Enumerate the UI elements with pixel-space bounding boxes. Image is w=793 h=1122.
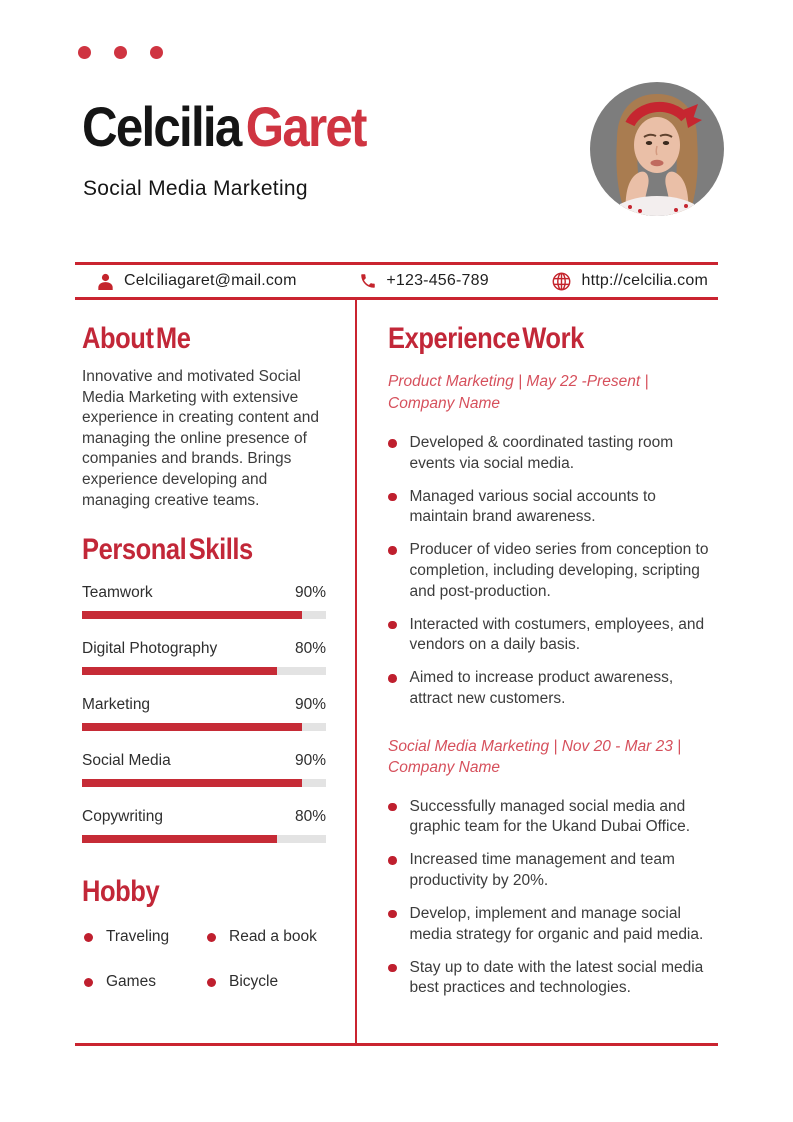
bullet-dot-icon: [388, 493, 397, 502]
hobby-label: Read a book: [229, 928, 317, 946]
bullet-dot-icon: [388, 621, 397, 630]
skill-bar-fill: [82, 723, 302, 731]
bullet-text: Stay up to date with the latest social media best practices and technologies.: [409, 958, 704, 997]
skill-item: [82, 752, 326, 787]
skill-bar-fill: [82, 611, 302, 619]
bullet-dot-icon: [388, 439, 397, 448]
hobby-item: [84, 973, 207, 991]
skill-item: [82, 696, 326, 731]
profile-photo: [590, 82, 724, 216]
last-name: Garet: [245, 95, 366, 158]
skill-percent: 80%: [294, 808, 326, 826]
skill-item: [82, 640, 326, 675]
contact-website: [551, 271, 708, 292]
bullet-text: Developed & coordinated tasting room events via social media.: [409, 434, 674, 472]
skill-bar-track: [82, 835, 326, 843]
skill-bar-track: [82, 667, 326, 675]
hobby-list: [84, 928, 326, 991]
job-heading: Product Marketing | May 22 -Present | Company Name: [388, 373, 649, 412]
experience-section-title: Experience Work: [388, 322, 584, 355]
contact-phone: [359, 272, 489, 290]
hobby-label: Bicycle: [229, 973, 279, 991]
contact-email: [96, 272, 297, 291]
decorative-dots: [78, 46, 163, 59]
about-section-title: About Me: [82, 322, 191, 355]
job-bullet-list: [388, 797, 715, 999]
bullet-dot-icon: [388, 803, 397, 812]
job-title-subtitle: Social Media Marketing: [83, 177, 308, 200]
skill-percent: 90%: [294, 752, 326, 770]
bullet-dot-icon: [84, 978, 93, 987]
job-bullet-list: [388, 433, 715, 710]
bullet-dot-icon: [388, 546, 397, 555]
skill-item: [82, 584, 326, 619]
bullet-dot-icon: [207, 978, 216, 987]
about-text: Innovative and motivated Social Media Marketing with extensive experience in creating content and managing the online presence of companies and brands. Brings experience developing and managing creative teams.: [82, 368, 319, 509]
bullet-item: [388, 615, 715, 656]
bullet-dot-icon: [388, 674, 397, 683]
person-name: [82, 96, 366, 158]
hobby-label: Games: [106, 973, 156, 991]
bullet-item: [388, 540, 715, 602]
hobby-item: [207, 973, 326, 991]
bullet-item: [388, 668, 715, 709]
bottom-rule: [75, 1043, 718, 1046]
hobby-section-title: Hobby: [82, 875, 160, 909]
job-heading: Social Media Marketing | Nov 20 - Mar 23 | Company Name: [388, 737, 682, 777]
column-divider: [355, 300, 357, 1043]
skill-bar-fill: [82, 779, 302, 787]
bullet-dot-icon: [388, 910, 397, 919]
skill-percent: 90%: [294, 696, 326, 714]
skill-label: Digital Photography: [82, 640, 218, 658]
bullet-text: Develop, implement and manage social media strategy for organic and paid media.: [409, 904, 704, 943]
left-column: [82, 300, 326, 991]
email-text: Celciliagaret@mail.com: [124, 272, 297, 289]
skill-percent: 80%: [294, 640, 326, 658]
bullet-dot-icon: [388, 964, 397, 973]
bullet-item: [388, 958, 715, 999]
skill-bar-fill: [82, 667, 277, 675]
skill-label: Marketing: [82, 696, 151, 714]
bullet-dot-icon: [207, 933, 216, 942]
phone-text: +123-456-789: [386, 272, 489, 289]
bullet-dot-icon: [84, 933, 93, 942]
phone-icon: [359, 272, 377, 290]
contact-bar: [75, 262, 718, 300]
bullet-item: [388, 433, 715, 474]
bullet-text: Aimed to increase product awareness, attract new customers.: [409, 669, 674, 707]
bullet-text: Increased time management and team productivity by 20%.: [409, 851, 675, 889]
bullet-text: Producer of video series from conception to completion, including developing, scripting and post-production.: [409, 541, 709, 600]
skill-item: [82, 808, 326, 843]
person-icon: [96, 272, 115, 291]
hobby-label: Traveling: [106, 928, 170, 946]
skills-section-title: Personal Skills: [82, 533, 253, 567]
skill-bar-track: [82, 779, 326, 787]
skill-label: Copywriting: [82, 808, 163, 826]
hobby-item: [84, 928, 207, 946]
skill-label: Social Media: [82, 752, 171, 770]
dot-icon: [150, 46, 163, 59]
bullet-text: Successfully managed social media and graphic team for the Ukand Dubai Office.: [409, 797, 691, 836]
website-text: http://celcilia.com: [581, 272, 708, 289]
bullet-item: [388, 797, 715, 838]
globe-icon: [551, 271, 572, 292]
dot-icon: [114, 46, 127, 59]
bullet-text: Interacted with costumers, employees, and vendors on a daily basis.: [409, 615, 705, 654]
skill-bar-track: [82, 723, 326, 731]
bullet-text: Managed various social accounts to maintain brand awareness.: [409, 487, 656, 526]
skill-label: Teamwork: [82, 584, 153, 602]
dot-icon: [78, 46, 91, 59]
bullet-dot-icon: [388, 856, 397, 865]
skill-percent: 90%: [294, 584, 326, 602]
hobby-item: [207, 928, 326, 946]
skill-bar-track: [82, 611, 326, 619]
first-name: Celcilia: [82, 95, 241, 158]
bullet-item: [388, 904, 715, 945]
skill-bar-fill: [82, 835, 277, 843]
bullet-item: [388, 850, 715, 891]
right-column: [388, 300, 715, 1011]
bullet-item: [388, 487, 715, 528]
